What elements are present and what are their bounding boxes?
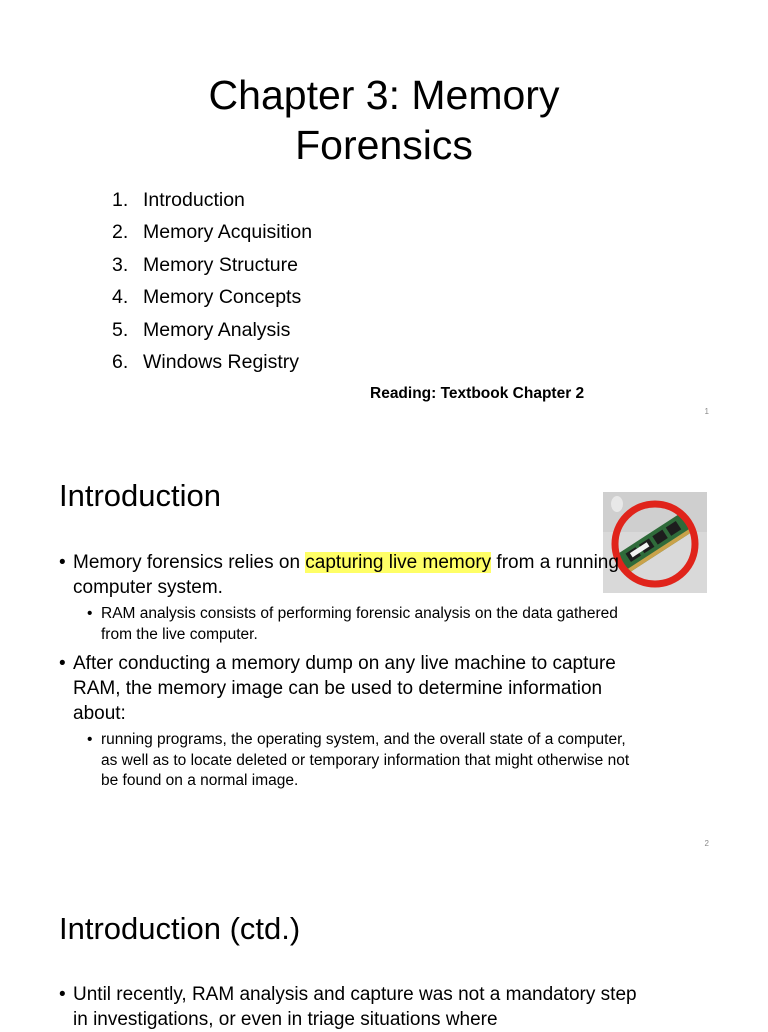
agenda-item-label: Memory Acquisition xyxy=(143,221,313,244)
agenda-item-number: 2. xyxy=(112,221,129,244)
slide-number: 2 xyxy=(704,839,709,848)
chapter-title xyxy=(0,70,768,170)
agenda-item xyxy=(112,281,312,313)
slide-number: 1 xyxy=(704,407,709,416)
agenda-item-number: 6. xyxy=(112,351,129,374)
agenda-item-label: Memory Structure xyxy=(143,253,298,276)
reading-note: Reading: Textbook Chapter 2 xyxy=(370,385,585,402)
agenda-item-label: Windows Registry xyxy=(143,351,300,374)
agenda-item xyxy=(112,314,312,346)
sub-bullet-marker: • xyxy=(87,731,93,748)
agenda-item-number: 5. xyxy=(112,318,129,341)
slide-title: Introduction (ctd.) xyxy=(59,911,301,946)
slide-1 xyxy=(0,0,768,432)
agenda-item-label: Memory Analysis xyxy=(143,318,291,341)
sub-bullet-marker: • xyxy=(87,605,93,622)
bullet-marker: • xyxy=(59,552,66,573)
chapter-title-line-2: Forensics xyxy=(295,122,473,168)
bullet-item xyxy=(59,651,644,792)
slide-2 xyxy=(0,432,768,864)
slide-3 xyxy=(0,864,768,1030)
sub-bullet-text: running programs, the operating system, and the overall state of a computer, as well as to locate deleted or temporary information that might otherwise not be found on a normal image. xyxy=(101,731,630,789)
slide-title: Introduction xyxy=(59,478,221,513)
bullet-item xyxy=(59,982,644,1032)
sub-bullet-list xyxy=(73,730,644,792)
bullet-marker: • xyxy=(59,653,66,674)
bullet-list xyxy=(59,982,644,1032)
agenda-list xyxy=(112,184,312,378)
bullet-marker: • xyxy=(59,984,66,1005)
bullet-text-before: Memory forensics relies on xyxy=(73,552,306,573)
agenda-item-number: 1. xyxy=(112,189,129,211)
agenda-item-number: 3. xyxy=(112,253,129,276)
sub-bullet-item xyxy=(73,604,644,645)
bullet-item xyxy=(59,550,644,645)
agenda-item xyxy=(112,216,312,248)
agenda-item xyxy=(112,184,312,216)
agenda-item-label: Introduction xyxy=(143,189,245,211)
bullet-text: After conducting a memory dump on any live machine to capture RAM, the memory image can be used to determine information about: xyxy=(73,653,616,724)
chapter-title-line-1: Chapter 3: Memory xyxy=(208,72,560,118)
agenda-item xyxy=(112,249,312,281)
agenda-item-number: 4. xyxy=(112,286,129,309)
bullet-list xyxy=(59,550,644,798)
bullet-text-after: from a running computer system. xyxy=(73,552,619,598)
sub-bullet-text: RAM analysis consists of performing forensic analysis on the data gathered from the live computer. xyxy=(101,605,618,643)
bullet-text: Until recently, RAM analysis and capture was not a mandatory step in investigations, or even in triage situations where xyxy=(73,984,637,1030)
agenda-item xyxy=(112,346,312,378)
sub-bullet-item xyxy=(73,730,644,792)
sub-bullet-list xyxy=(73,604,644,645)
agenda-item-label: Memory Concepts xyxy=(143,286,302,309)
highlighted-phrase: capturing live memory xyxy=(305,552,492,573)
